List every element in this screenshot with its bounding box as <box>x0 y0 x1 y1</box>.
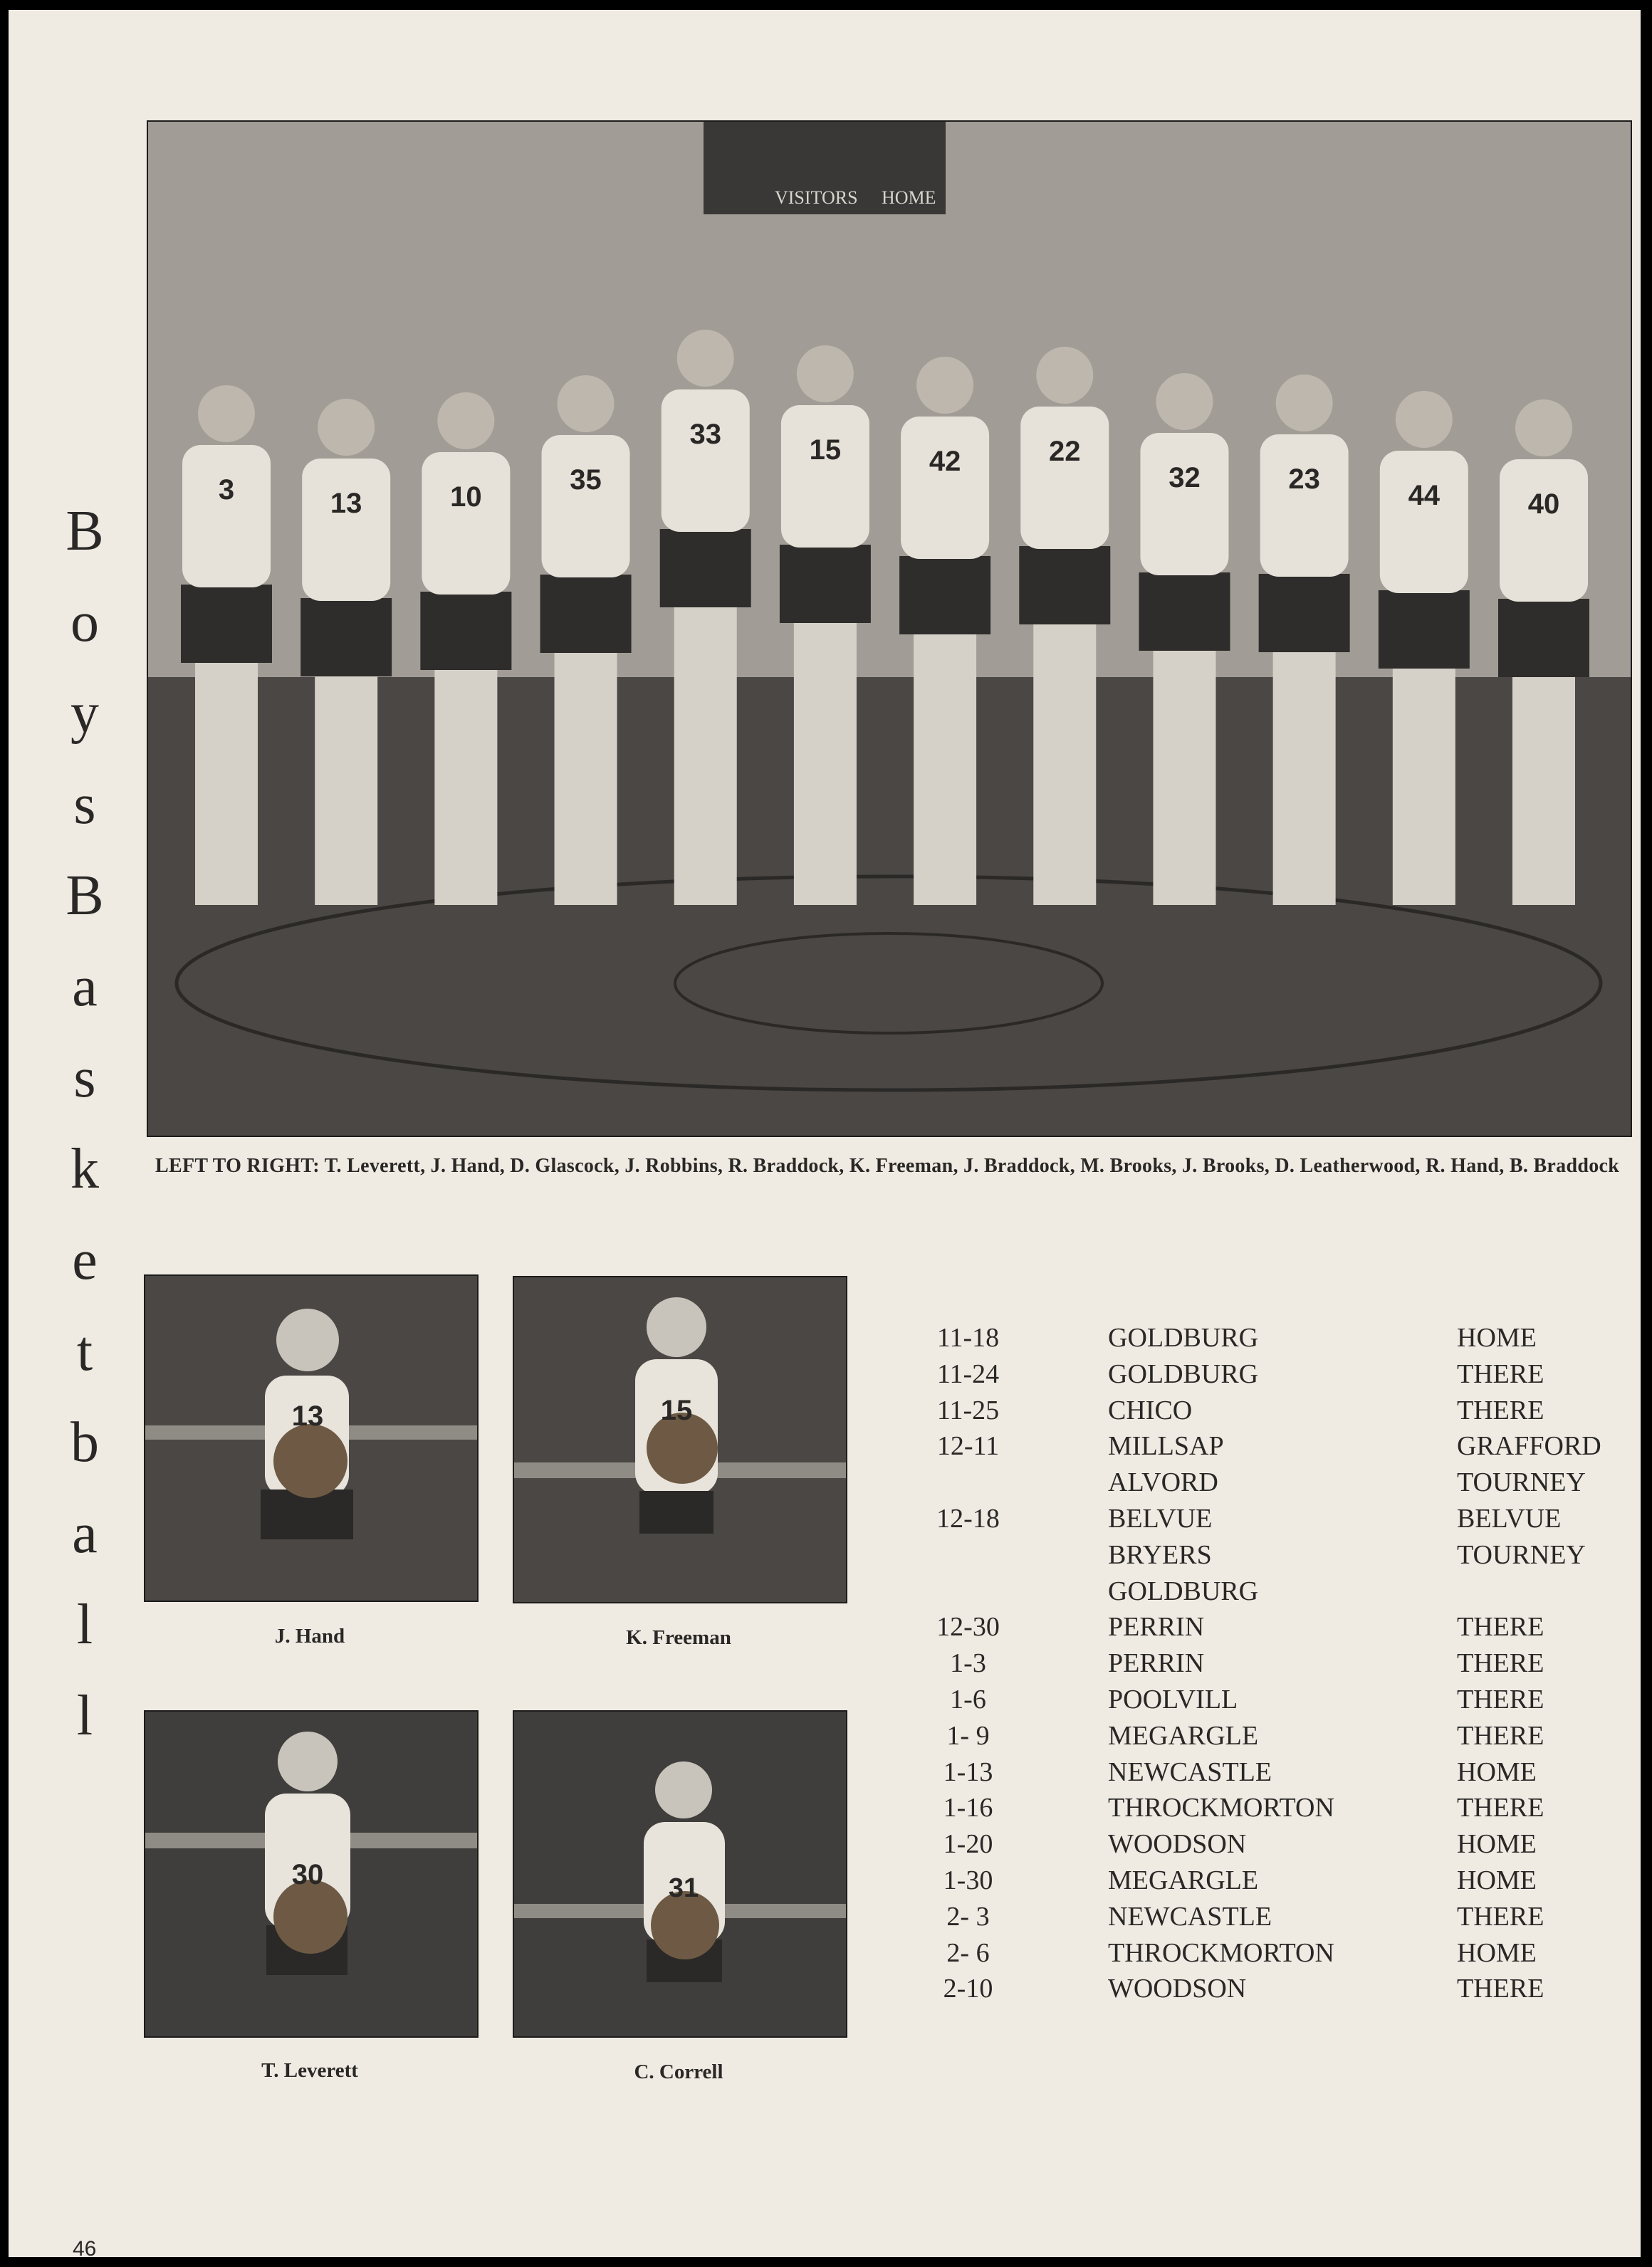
title-letter: l <box>76 1685 93 1747</box>
schedule-location: THERE <box>1457 1358 1544 1389</box>
schedule-date: 12-11 <box>936 1431 1000 1462</box>
page-number: 46 <box>73 2237 97 2261</box>
schedule-location: THERE <box>1457 1684 1544 1714</box>
schedule-row <box>920 1574 1604 1610</box>
schedule-opponent: GOLDBURG <box>1108 1358 1259 1389</box>
title-letter: k <box>70 1138 99 1200</box>
schedule-location: BELVUE <box>1457 1503 1562 1534</box>
schedule-row <box>920 1826 1604 1863</box>
scoreboard-home-label: HOME <box>882 187 936 208</box>
team-photo <box>147 120 1632 1137</box>
player-jersey-number: 13 <box>330 488 362 519</box>
schedule-opponent: THROCKMORTON <box>1108 1937 1334 1968</box>
yearbook-page <box>9 10 1641 2261</box>
schedule-row <box>920 1971 1604 2007</box>
schedule-date: 12-18 <box>936 1503 1000 1534</box>
schedule-location: TOURNEY <box>1457 1467 1586 1498</box>
schedule-location: HOME <box>1457 1829 1537 1860</box>
portrait-name: C. Correll <box>634 2061 723 2083</box>
schedule-opponent: MEGARGLE <box>1108 1865 1259 1895</box>
schedule-date: 11-18 <box>936 1323 1000 1353</box>
player-jersey-number: 32 <box>1169 462 1201 493</box>
player-jersey-number: 40 <box>1527 488 1560 520</box>
schedule-date: 1-13 <box>943 1756 993 1787</box>
schedule-row <box>920 1790 1604 1826</box>
game-schedule <box>920 1320 1604 2007</box>
schedule-date: 12-30 <box>936 1612 1000 1643</box>
team-photo-caption: LEFT TO RIGHT: T. Leverett, J. Hand, D. Glascock, J. Robbins, R. Braddock, K. Freeman, J. Braddock, M. Brooks, J. Brooks, D. Leatherwood, R. Hand, B. Braddock <box>155 1155 1620 1177</box>
schedule-opponent: PERRIN <box>1108 1612 1205 1643</box>
schedule-location: HOME <box>1457 1937 1537 1968</box>
player-jersey-number: 42 <box>929 446 961 477</box>
schedule-location: THERE <box>1457 1612 1544 1643</box>
schedule-opponent: BRYERS <box>1108 1539 1212 1570</box>
schedule-opponent: GOLDBURG <box>1108 1576 1259 1606</box>
schedule-date: 1-3 <box>950 1648 986 1679</box>
portrait-image <box>145 1276 477 1601</box>
title-letter: y <box>70 682 99 745</box>
schedule-location: THERE <box>1457 1793 1544 1823</box>
title-letter: a <box>72 1502 98 1565</box>
schedule-row <box>920 1320 1604 1356</box>
schedule-opponent: POOLVILL <box>1108 1684 1238 1714</box>
schedule-date: 11-25 <box>936 1395 1000 1425</box>
title-letter: l <box>76 1593 93 1656</box>
schedule-opponent: WOODSON <box>1108 1829 1247 1860</box>
schedule-location: TOURNEY <box>1457 1539 1586 1570</box>
schedule-row <box>920 1501 1604 1537</box>
schedule-date: 2-10 <box>943 1974 993 2004</box>
schedule-location: THERE <box>1457 1720 1544 1751</box>
portrait-jersey-number: 30 <box>291 1859 324 1890</box>
schedule-opponent: NEWCASTLE <box>1108 1901 1272 1932</box>
schedule-date: 1-16 <box>943 1793 993 1823</box>
schedule-row <box>920 1863 1604 1899</box>
scoreboard-visitors-label: VISITORS <box>775 187 858 208</box>
portrait-jersey-number: 13 <box>291 1400 324 1432</box>
portrait-photo <box>513 1710 847 2038</box>
schedule-opponent: PERRIN <box>1108 1648 1205 1679</box>
schedule-location: THERE <box>1457 1974 1544 2004</box>
portrait-jersey-number: 15 <box>660 1395 693 1426</box>
schedule-row <box>920 1428 1604 1465</box>
title-letter: s <box>73 773 96 836</box>
schedule-opponent: MEGARGLE <box>1108 1720 1259 1751</box>
team-photo-image <box>148 122 1631 1136</box>
portrait-jersey-number: 31 <box>668 1873 699 1903</box>
schedule-location: HOME <box>1457 1865 1537 1895</box>
schedule-opponent: ALVORD <box>1108 1467 1218 1498</box>
schedule-location: HOME <box>1457 1756 1537 1787</box>
schedule-opponent: NEWCASTLE <box>1108 1756 1272 1787</box>
schedule-date: 11-24 <box>936 1358 1000 1389</box>
player-jersey-number: 33 <box>689 419 721 450</box>
title-letter: a <box>72 956 98 1018</box>
schedule-date: 2- 3 <box>946 1901 990 1932</box>
player-jersey-number: 3 <box>218 474 235 506</box>
schedule-row <box>920 1682 1604 1718</box>
schedule-row <box>920 1609 1604 1645</box>
portrait-name: K. Freeman <box>626 1626 731 1649</box>
schedule-date: 2- 6 <box>946 1937 990 1968</box>
schedule-location: HOME <box>1457 1323 1537 1353</box>
title-letter: o <box>70 591 99 654</box>
title-letter: t <box>76 1320 93 1383</box>
portrait-name: T. Leverett <box>261 2059 358 2082</box>
title-letter: e <box>72 1229 98 1292</box>
player-jersey-number: 44 <box>1408 480 1441 511</box>
player-jersey-number: 15 <box>809 434 842 466</box>
schedule-date: 1-6 <box>950 1684 986 1714</box>
schedule-row <box>920 1356 1604 1393</box>
portrait-image <box>514 1277 846 1602</box>
schedule-opponent: WOODSON <box>1108 1974 1247 2004</box>
schedule-location: THERE <box>1457 1648 1544 1679</box>
portrait-photo <box>144 1274 479 1602</box>
schedule-opponent: CHICO <box>1108 1395 1193 1425</box>
player-jersey-number: 22 <box>1049 436 1081 467</box>
player-jersey-number: 35 <box>570 464 602 496</box>
title-letter: B <box>66 500 104 562</box>
schedule-row <box>920 1935 1604 1972</box>
portrait-image <box>514 1712 846 2036</box>
portrait-name: J. Hand <box>274 1625 345 1648</box>
schedule-row <box>920 1718 1604 1754</box>
schedule-row <box>920 1393 1604 1429</box>
schedule-opponent: THROCKMORTON <box>1108 1793 1334 1823</box>
schedule-opponent: MILLSAP <box>1108 1431 1224 1462</box>
player-jersey-number: 10 <box>450 481 482 513</box>
schedule-location: THERE <box>1457 1901 1544 1932</box>
schedule-location: GRAFFORD <box>1457 1431 1601 1462</box>
schedule-opponent: BELVUE <box>1108 1503 1213 1534</box>
vertical-title <box>53 486 117 1761</box>
title-letter: B <box>66 864 104 927</box>
schedule-date: 1- 9 <box>946 1720 990 1751</box>
schedule-date: 1-30 <box>943 1865 993 1895</box>
schedule-row <box>920 1465 1604 1501</box>
schedule-opponent: GOLDBURG <box>1108 1323 1259 1353</box>
portrait-photo <box>144 1710 479 2038</box>
schedule-row <box>920 1754 1604 1791</box>
schedule-date: 1-20 <box>943 1829 993 1860</box>
portrait-image <box>145 1712 477 2036</box>
schedule-row <box>920 1645 1604 1682</box>
schedule-location: THERE <box>1457 1395 1544 1425</box>
schedule-row <box>920 1899 1604 1935</box>
player-jersey-number: 23 <box>1288 464 1320 495</box>
schedule-row <box>920 1537 1604 1574</box>
title-letter: s <box>73 1047 96 1109</box>
portrait-photo <box>513 1276 847 1603</box>
title-letter: b <box>70 1411 99 1474</box>
